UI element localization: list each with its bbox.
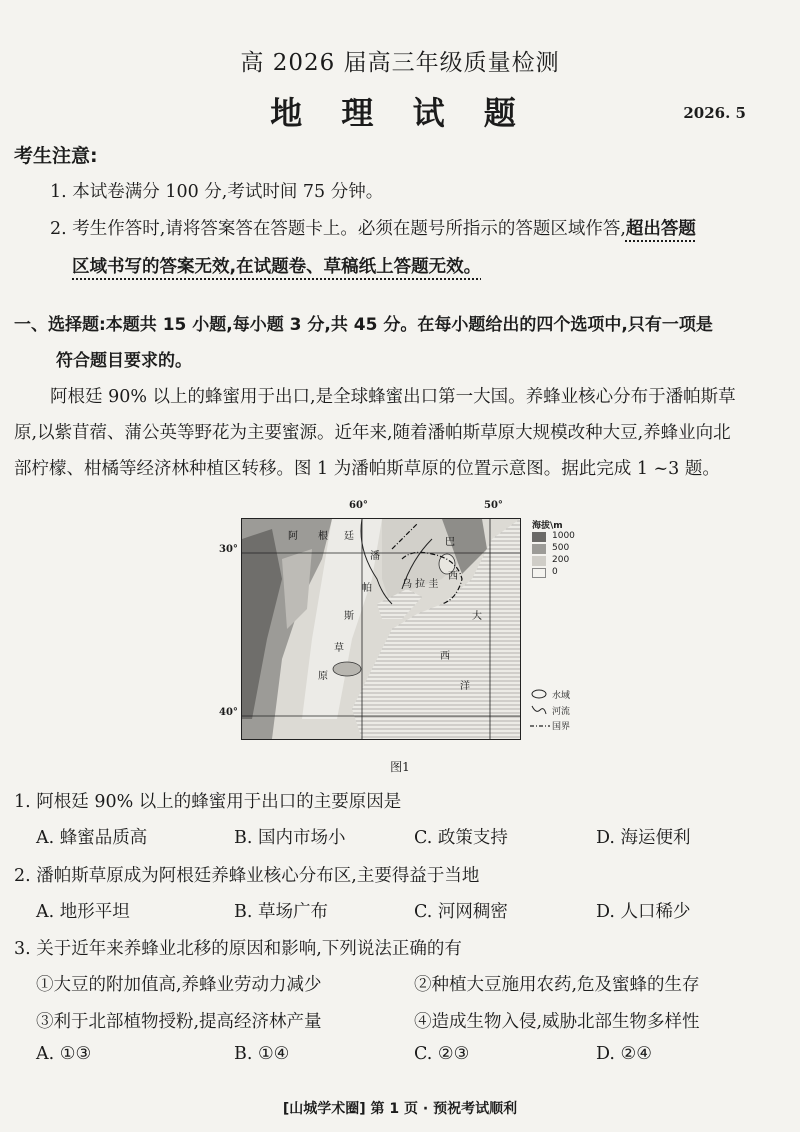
map-graphic bbox=[242, 519, 520, 739]
legend-river-icon bbox=[530, 704, 548, 716]
question-1-option-a[interactable]: A. 蜂蜜品质高 bbox=[36, 828, 148, 848]
section-1-instruction-cont: 符合题目要求的。 bbox=[56, 351, 192, 371]
notice-item-2-emphasis: 超出答题 bbox=[625, 219, 696, 239]
legend-level-200: 200 bbox=[552, 555, 570, 565]
notice-heading: 考生注意: bbox=[14, 145, 98, 167]
legend-water-label: 水域 bbox=[552, 691, 571, 701]
legend-border-icon bbox=[530, 722, 550, 730]
question-2-option-a[interactable]: A. 地形平坦 bbox=[36, 902, 130, 922]
question-3-statement-1: ①大豆的附加值高,养蜂业劳动力减少 bbox=[36, 975, 322, 995]
legend-water-icon bbox=[530, 688, 548, 700]
map-label-uruguay: 乌 拉 圭 bbox=[402, 579, 439, 590]
legend-border-label: 国界 bbox=[552, 722, 571, 732]
question-1-stem: 1. 阿根廷 90% 以上的蜂蜜用于出口的主要原因是 bbox=[14, 792, 402, 812]
map-label-cao: 草 bbox=[334, 643, 344, 654]
map-label-a: 阿 bbox=[288, 531, 298, 542]
question-3-statement-3: ③利于北部植物授粉,提高经济林产量 bbox=[36, 1012, 322, 1032]
legend-swatch-200 bbox=[532, 556, 546, 566]
map-label-yuan: 原 bbox=[318, 671, 328, 682]
question-2-option-c[interactable]: C. 河网稠密 bbox=[414, 902, 508, 922]
question-2-option-b[interactable]: B. 草场广布 bbox=[234, 902, 328, 922]
exam-title: 高 2026 届高三年级质量检测 bbox=[240, 50, 560, 76]
legend-river-label: 河流 bbox=[552, 707, 571, 717]
map-label-pa: 帕 bbox=[362, 583, 372, 594]
question-3-option-d[interactable]: D. ②④ bbox=[596, 1044, 652, 1064]
notice-item-1: 1. 本试卷满分 100 分,考试时间 75 分钟。 bbox=[50, 182, 384, 202]
question-2-option-d[interactable]: D. 人口稀少 bbox=[596, 902, 691, 922]
question-3-option-b[interactable]: B. ①④ bbox=[234, 1044, 290, 1064]
section-1-instruction: 一、选择题:本题共 15 小题,每小题 3 分,共 45 分。在每小题给出的四个选项中,只有一项是 bbox=[14, 315, 713, 335]
question-3-statement-4: ④造成生物入侵,威胁北部生物多样性 bbox=[414, 1012, 700, 1032]
subject-title: 地 理 试 题 bbox=[270, 94, 530, 132]
pampas-map bbox=[241, 518, 521, 740]
question-3-statement-2: ②种植大豆施用农药,危及蜜蜂的生存 bbox=[414, 975, 700, 995]
map-label-yang: 洋 bbox=[460, 681, 470, 692]
figure-caption: 图1 bbox=[390, 760, 410, 774]
map-label-pan: 潘 bbox=[370, 551, 380, 562]
map-lat-40: 40° bbox=[219, 707, 238, 718]
map-label-si: 斯 bbox=[344, 611, 354, 622]
legend-swatch-1000 bbox=[532, 532, 546, 542]
map-lake bbox=[333, 662, 361, 676]
question-3-option-c[interactable]: C. ②③ bbox=[414, 1044, 470, 1064]
map-label-ba: 巴 bbox=[445, 537, 455, 548]
question-2-stem: 2. 潘帕斯草原成为阿根廷养蜂业核心分布区,主要得益于当地 bbox=[14, 866, 480, 886]
legend-level-1000: 1000 bbox=[552, 531, 575, 541]
question-1-option-b[interactable]: B. 国内市场小 bbox=[234, 828, 346, 848]
map-lat-30: 30° bbox=[219, 544, 238, 555]
page-footer: [山城学术圈] 第 1 页 · 预祝考试顺利 bbox=[282, 1101, 518, 1117]
question-1-option-d[interactable]: D. 海运便利 bbox=[596, 828, 691, 848]
notice-item-2-cont: 区域书写的答案无效,在试题卷、草稿纸上答题无效。 bbox=[72, 257, 482, 277]
legend-level-500: 500 bbox=[552, 543, 570, 553]
question-3-stem: 3. 关于近年来养蜂业北移的原因和影响,下列说法正确的有 bbox=[14, 939, 462, 959]
map-label-gen: 根 bbox=[318, 531, 328, 542]
legend-level-0: 0 bbox=[552, 567, 558, 577]
legend-title: 海拔\m bbox=[532, 521, 563, 531]
question-1-option-c[interactable]: C. 政策支持 bbox=[414, 828, 508, 848]
map-label-da: 大 bbox=[472, 611, 482, 622]
question-3-option-a[interactable]: A. ①③ bbox=[36, 1044, 92, 1064]
passage-line-2: 原,以紫苜蓿、蒲公英等野花为主要蜜源。近年来,随着潘帕斯草原大规模改种大豆,养蜂业向北 bbox=[14, 423, 731, 443]
legend-swatch-0 bbox=[532, 568, 546, 578]
passage-line-3: 部柠檬、柑橘等经济林种植区转移。图 1 为潘帕斯草原的位置示意图。据此完成 1 ~3 题。 bbox=[14, 459, 720, 479]
map-label-xi2: 西 bbox=[440, 651, 450, 662]
map-label-ting: 廷 bbox=[344, 531, 354, 542]
passage-line-1: 阿根廷 90% 以上的蜂蜜用于出口,是全球蜂蜜出口第一大国。养蜂业核心分布于潘帕斯草 bbox=[50, 387, 736, 407]
legend-swatch-500 bbox=[532, 544, 546, 554]
map-label-xi: 西 bbox=[448, 571, 458, 582]
map-lon-60: 60° bbox=[349, 500, 368, 511]
map-lon-50: 50° bbox=[484, 500, 503, 511]
notice-item-2 bbox=[50, 215, 696, 240]
notice-item-2-text: 2. 考生作答时,请将答案答在答题卡上。必须在题号所指示的答题区域作答, bbox=[50, 219, 626, 239]
exam-date: 2026. 5 bbox=[683, 104, 746, 122]
map-legend bbox=[528, 518, 618, 748]
